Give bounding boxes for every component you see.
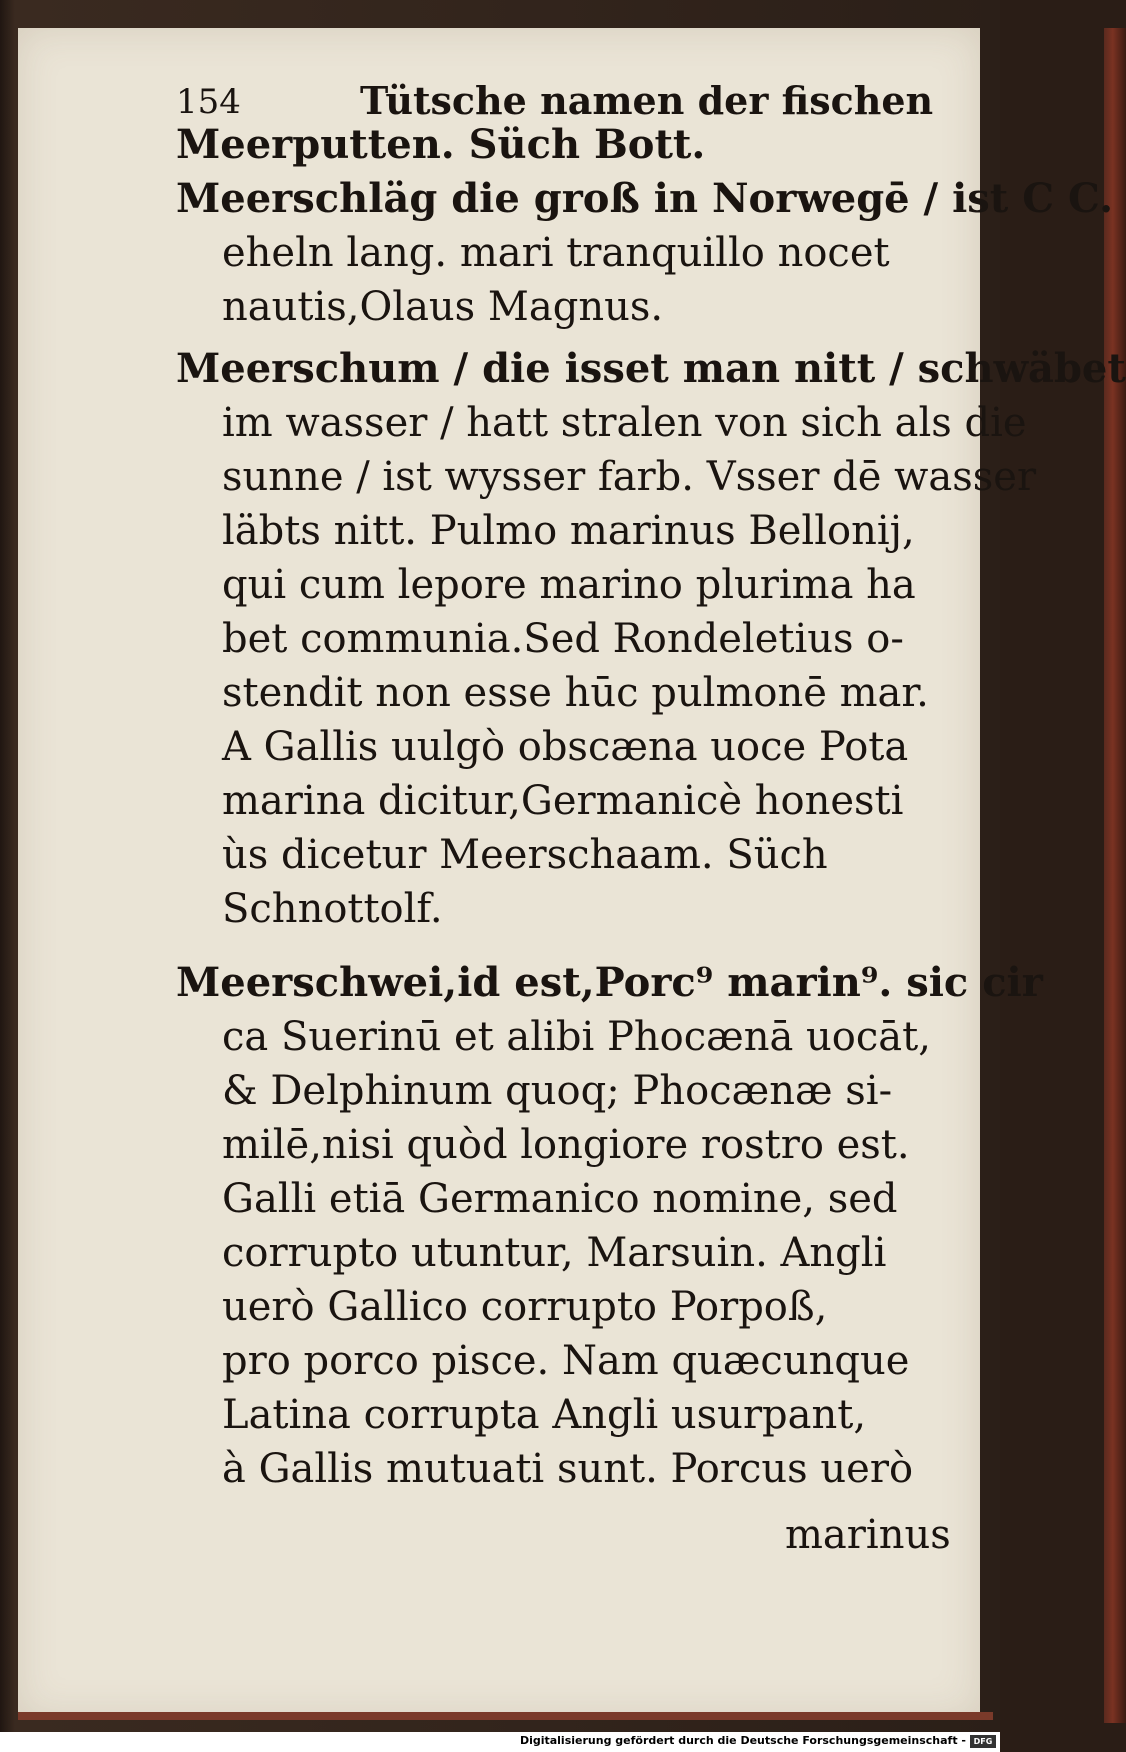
running-head: Tütsche namen der fischen [360,78,934,123]
entry-line: ca Suerinū et alibi Phocænā uocāt, [222,1014,931,1060]
dfg-logo: DFG [970,1735,996,1748]
entry-line: Galli etiā Germanico nomine, sed [222,1176,898,1222]
page-number: 154 [176,82,241,122]
entry-line: Meerschwei,id est,Porc⁹ marin⁹. sic cir [176,959,1043,1006]
entry-line: corrupto utuntur, Marsuin. Angli [222,1230,887,1276]
entry-line: milē,nisi quòd longiore rostro est. [222,1122,910,1168]
entry-line: Meerputten. Süch Bott. [176,121,706,168]
entry-line: pro porco pisce. Nam quæcunque [222,1338,910,1384]
page-bottom-edge [18,1712,993,1720]
entry-line: im wasser / hatt stralen von sich als die [222,400,1027,446]
entry-line: Meerschum / die isset man nitt / schwäbet [176,345,1126,392]
entry-line: ùs dicetur Meerschaam. Süch [222,832,828,878]
catchword: marinus [785,1512,951,1558]
entry-line: bet communia.Sed Rondeletius o- [222,616,904,662]
entry-line: Schnottolf. [222,886,443,932]
credit-bar [0,1732,1000,1752]
entry-line: marina dicitur,Germanicè honesti [222,778,904,824]
entry-line: à Gallis mutuati sunt. Porcus uerò [222,1446,914,1492]
entry-line: qui cum lepore marino plurima ha [222,562,916,608]
book-spine-edge [1104,28,1126,1723]
entry-line: Meerschläg die groß in Norwegē / ist C C. [176,175,1114,222]
entry-line: A Gallis uulgò obscæna uoce Pota [222,724,909,770]
entry-line: läbts nitt. Pulmo marinus Bellonij, [222,508,915,554]
entry-line: Latina corrupta Angli usurpant, [222,1392,867,1438]
entry-line: sunne / ist wysser farb. Vsser dē wasser [222,454,1037,500]
entry-line: & Delphinum quoq; Phocænæ si- [222,1068,893,1114]
entry-line: nautis,Olaus Magnus. [222,284,664,330]
entry-line: uerò Gallico corrupto Porpoß, [222,1284,828,1330]
credit-text: Digitalisierung gefördert durch die Deutsche Forschungsgemeinschaft - [519,1734,966,1747]
entry-line: stendit non esse hūc pulmonē mar. [222,670,929,716]
entry-line: eheln lang. mari tranquillo nocet [222,230,890,276]
